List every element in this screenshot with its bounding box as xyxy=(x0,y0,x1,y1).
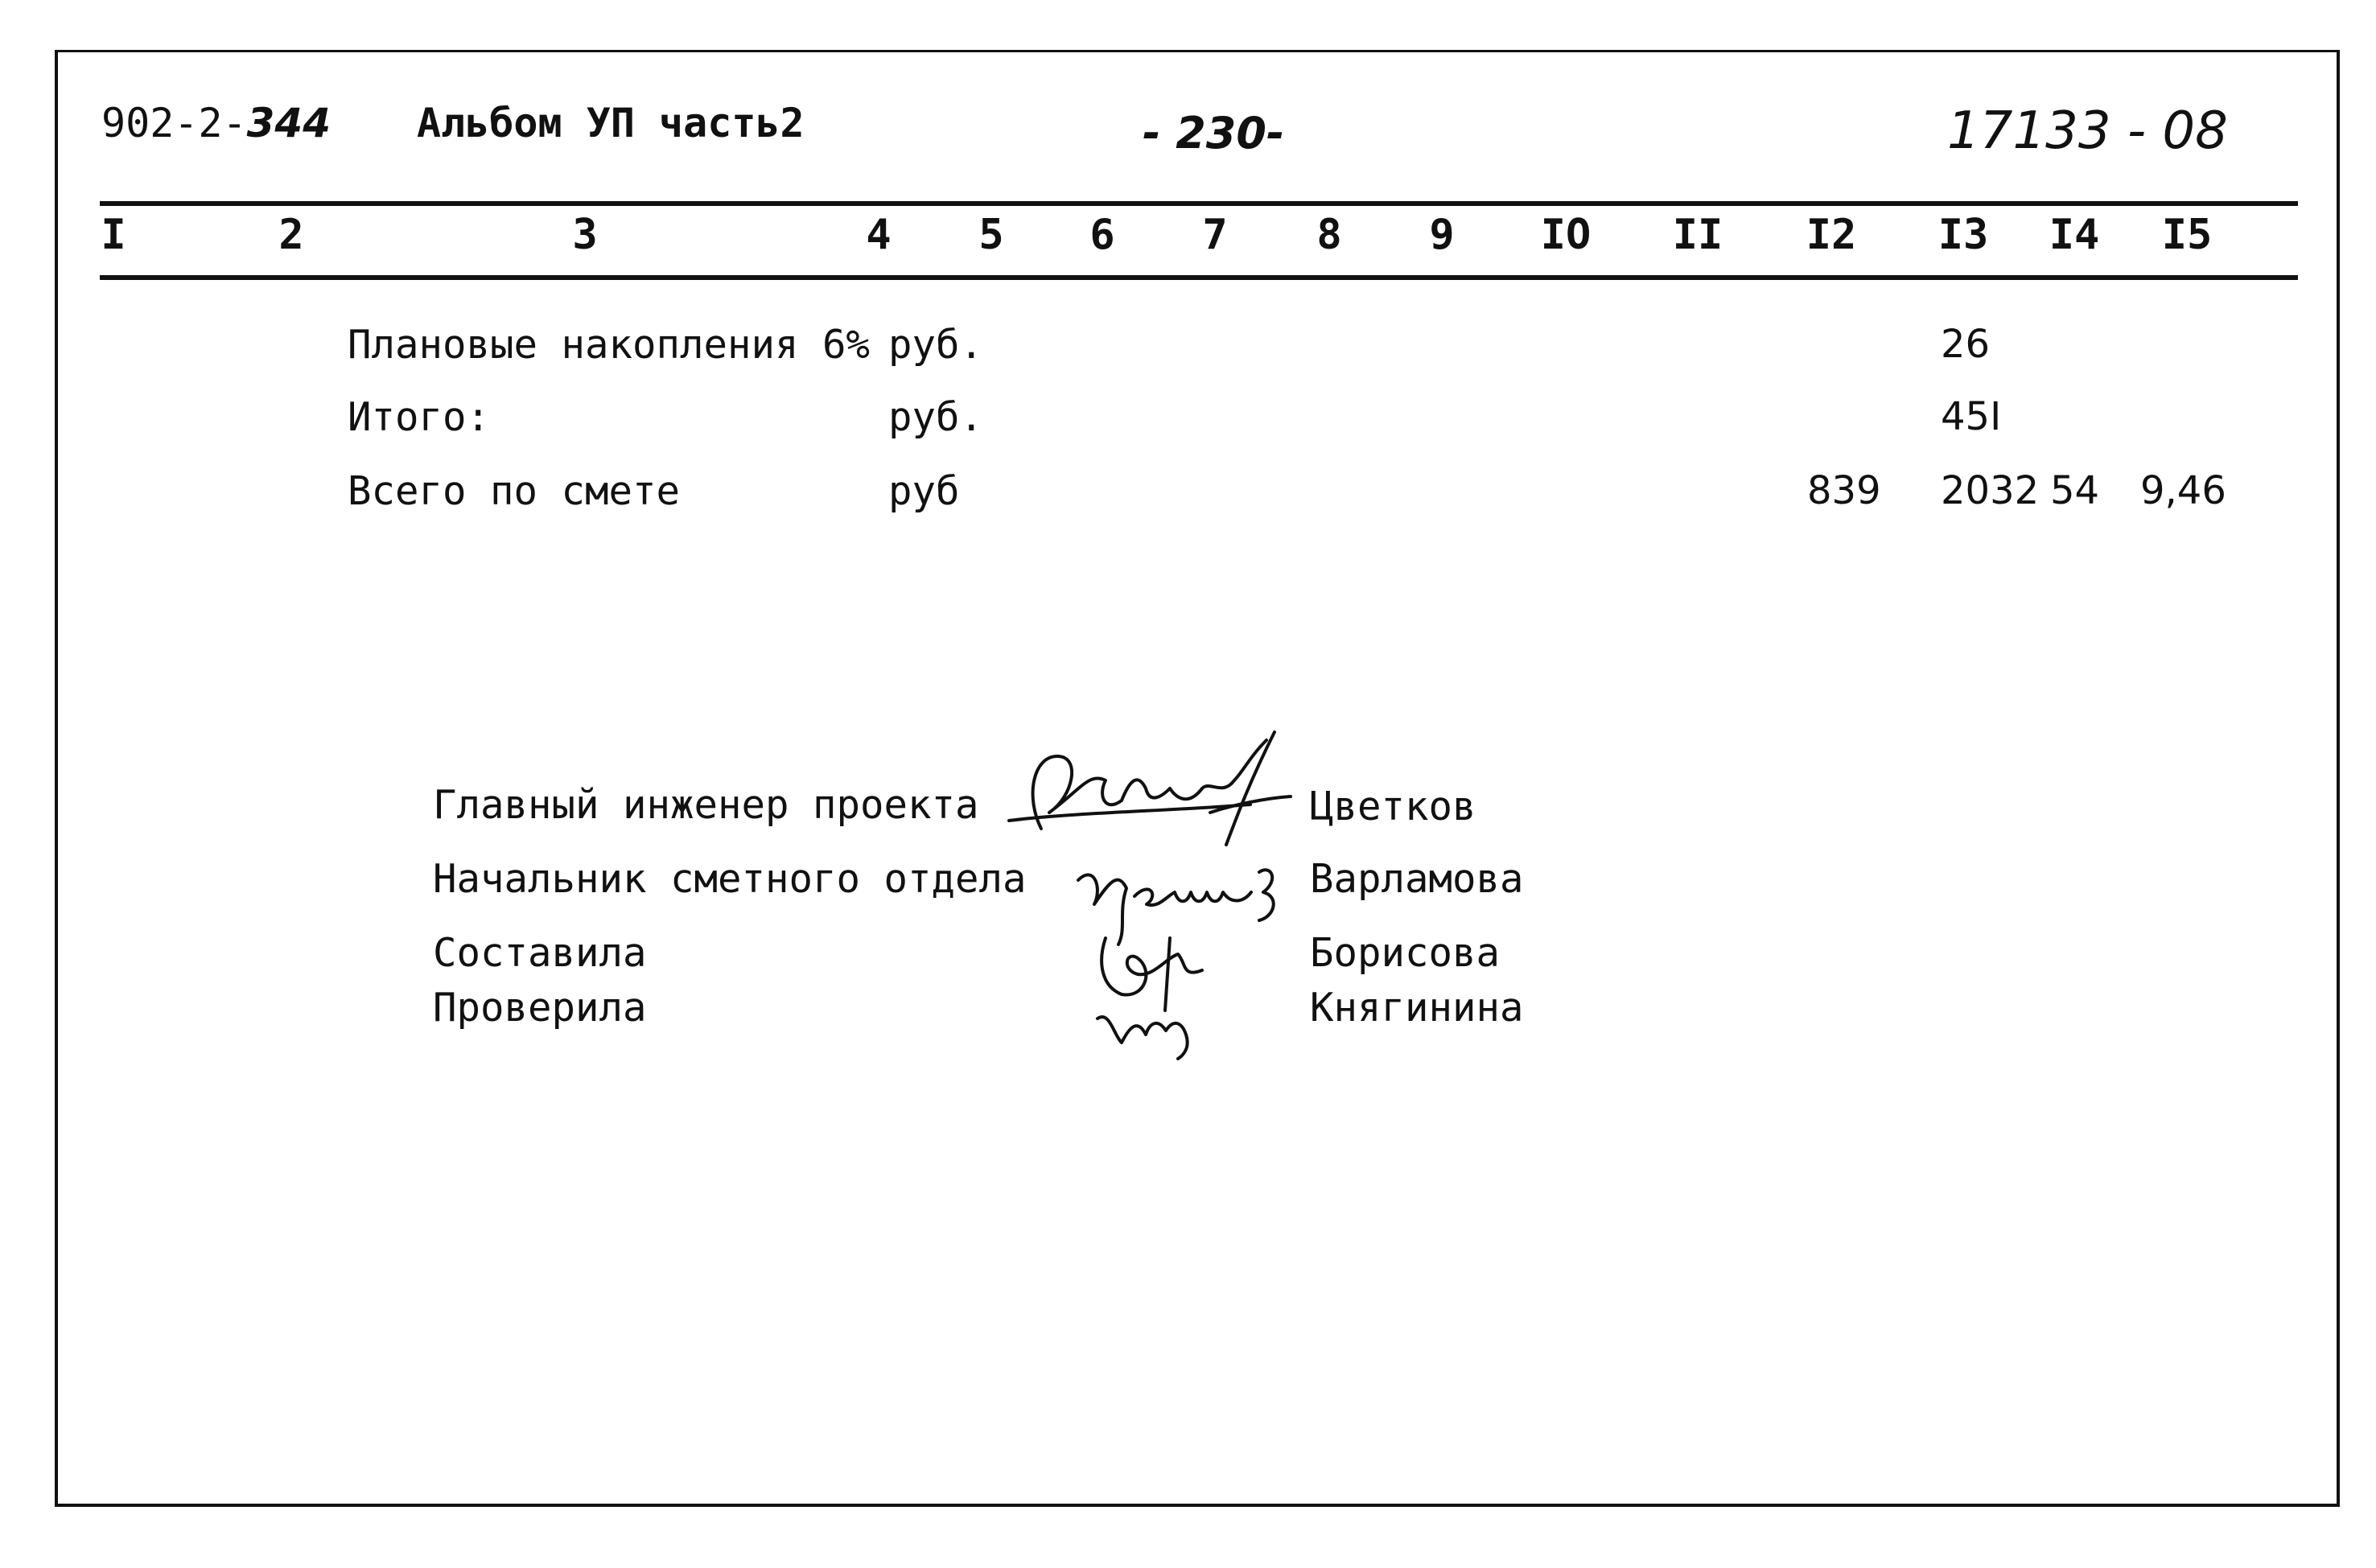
column-number: I5 xyxy=(2161,211,2213,259)
column-number: 7 xyxy=(1202,211,1228,259)
column-number: II xyxy=(1672,211,1723,259)
signatory-name: Цветков xyxy=(1310,784,1476,829)
signatory-name: Варламова xyxy=(1310,856,1524,902)
header-rule-bottom xyxy=(100,275,2298,280)
row-unit: руб xyxy=(888,468,960,514)
signatory-role: Проверила xyxy=(433,985,647,1031)
value-col-12: 839 xyxy=(1807,468,1881,513)
signatory-name: Княгинина xyxy=(1310,985,1524,1031)
row-label: Плановые накопления 6% xyxy=(348,322,871,368)
value-col-13: 26 xyxy=(1941,322,1991,367)
column-number: I3 xyxy=(1937,211,1989,259)
document-code xyxy=(101,100,331,146)
value-col-13: 2032 xyxy=(1941,468,2040,513)
value-col-14: 54 xyxy=(2050,468,2100,513)
value-col-13: 45I xyxy=(1941,394,2002,439)
row-label: Итого: xyxy=(348,394,491,440)
column-number: IO xyxy=(1540,211,1592,259)
row-unit: руб. xyxy=(888,322,984,368)
column-number: I xyxy=(101,211,126,259)
signatory-role: Главный инженер проекта xyxy=(433,782,979,828)
column-number: 9 xyxy=(1429,211,1455,259)
row-unit: руб. xyxy=(888,394,984,440)
column-number: 6 xyxy=(1089,211,1115,259)
album-title: Альбом УП часть2 xyxy=(417,100,805,146)
handwritten-signature-compiler xyxy=(1089,922,1218,1059)
registration-number: 17133 - 08 xyxy=(1947,101,2228,161)
signatory-name: Борисова xyxy=(1310,930,1501,976)
document-code-prefix: 902-2- xyxy=(101,100,247,146)
column-number: 2 xyxy=(278,211,304,259)
column-number: 8 xyxy=(1316,211,1342,259)
column-number: 5 xyxy=(978,211,1004,259)
value-col-15: 9,46 xyxy=(2140,468,2226,513)
header-rule-top xyxy=(100,201,2298,206)
document-code-handwritten: 344 xyxy=(246,100,331,146)
handwritten-signature-chief-engineer xyxy=(1009,724,1315,853)
signatory-role: Составила xyxy=(433,930,647,976)
page-number: - 230- xyxy=(1143,108,1285,158)
column-number: I4 xyxy=(2049,211,2100,259)
signatory-role: Начальник сметного отдела xyxy=(433,856,1027,902)
column-number: 3 xyxy=(572,211,598,259)
row-label: Всего по смете xyxy=(348,468,681,514)
column-number: 4 xyxy=(866,211,892,259)
column-number: I2 xyxy=(1806,211,1857,259)
